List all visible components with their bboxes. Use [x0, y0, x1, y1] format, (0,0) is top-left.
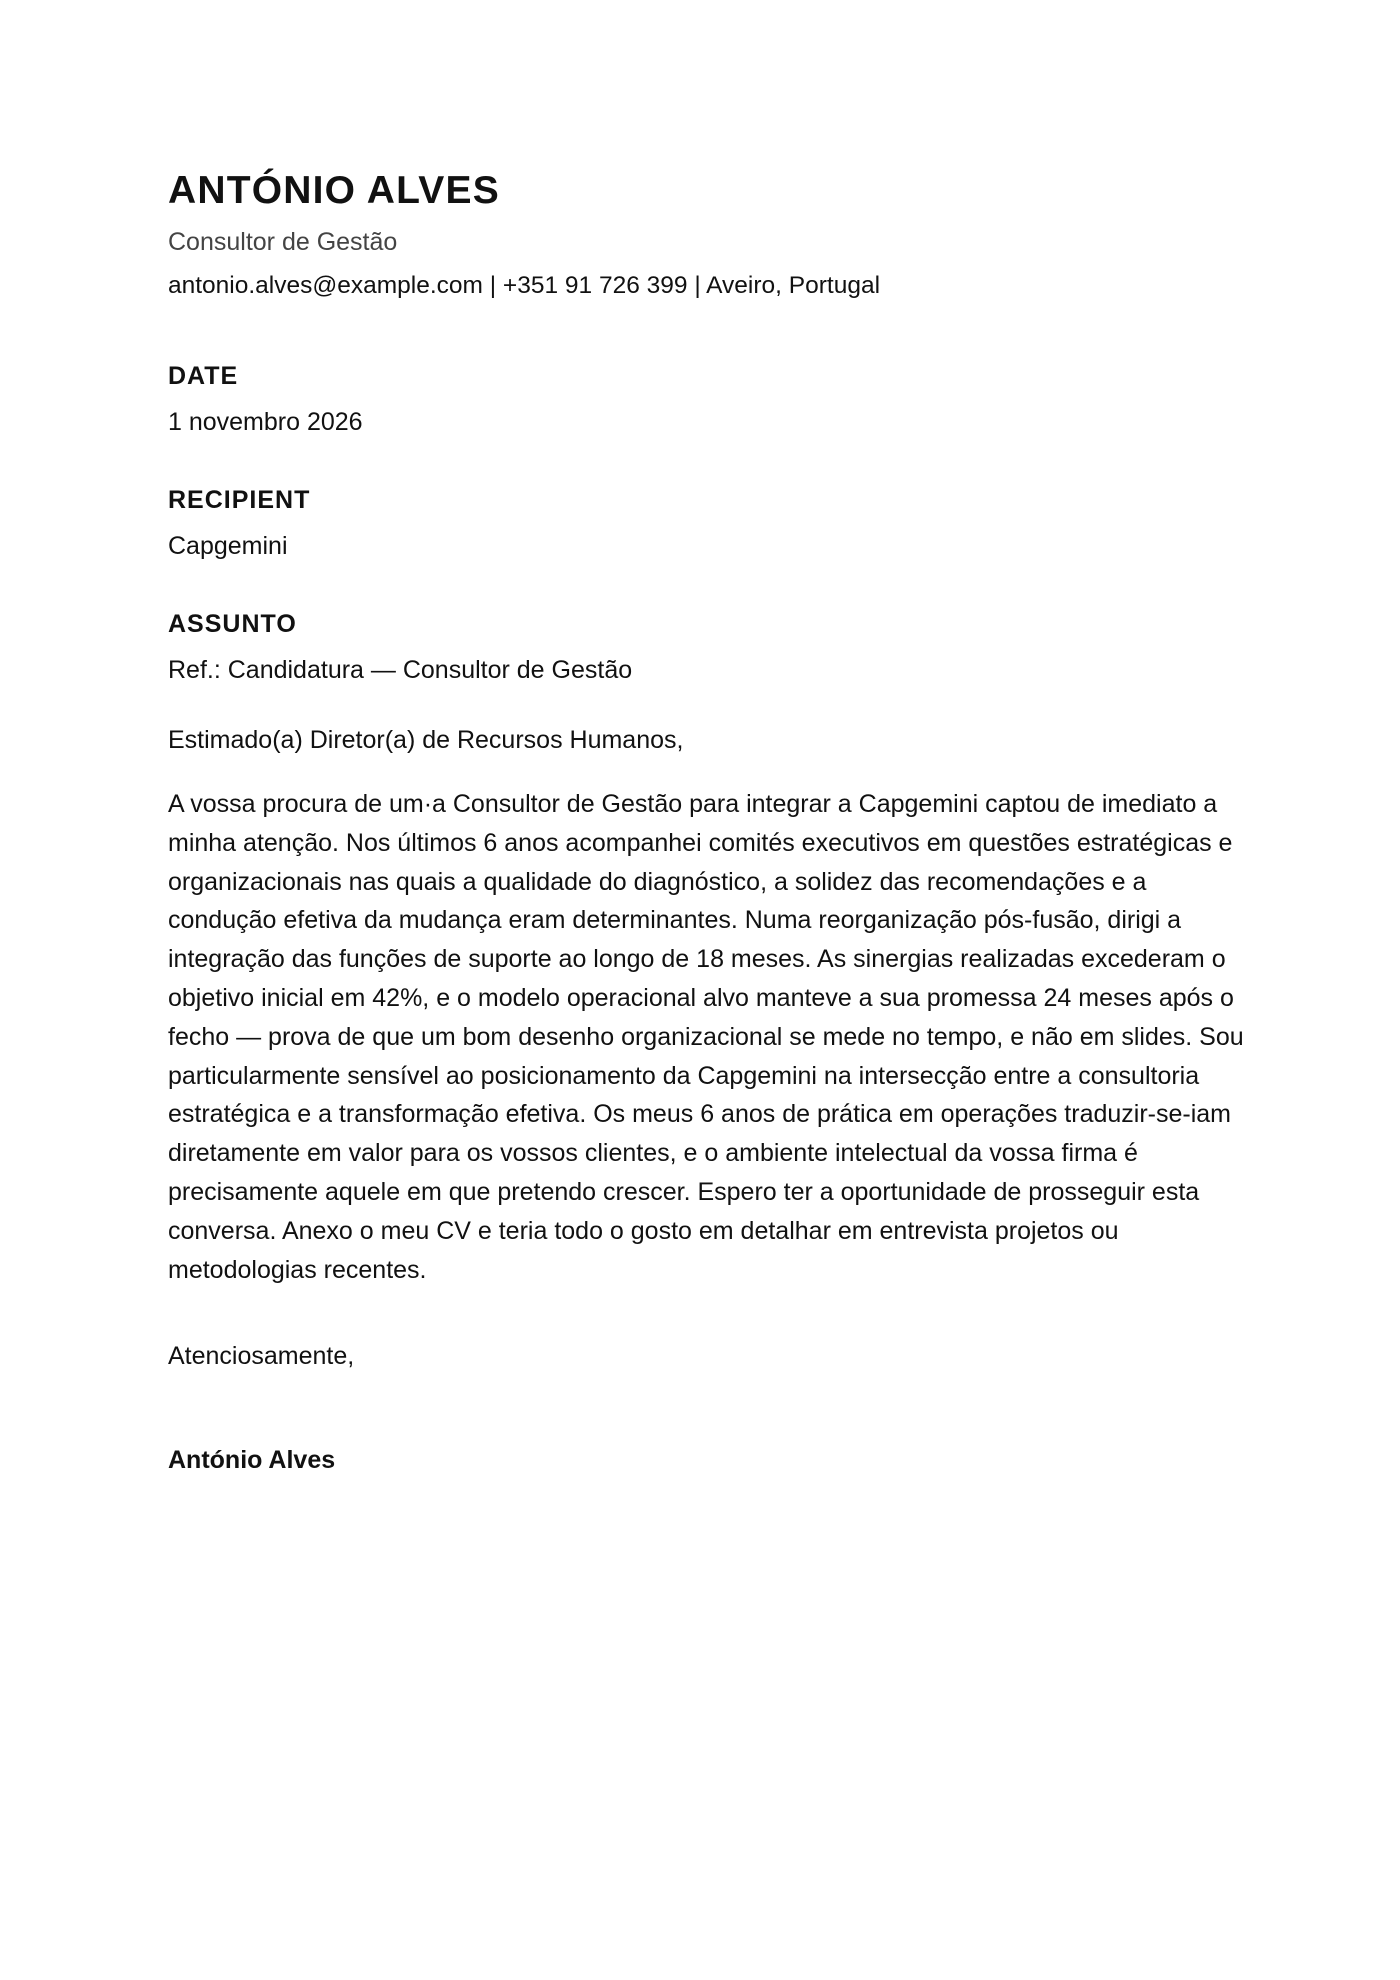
recipient-value: Capgemini — [168, 532, 288, 560]
letter-body: A vossa procura de um·a Consultor de Gestão para integrar a Capgemini captou de imediato a minha atenção. Nos últimos 6 anos acompanhei comités executivos em questões estratégicas e organizacionais nas quais a qualidade do diagnóstico, a solidez das recomendações e a condução efetiva da mudança eram determinantes. Numa reorganização pós-fusão, dirigi a integração das funções de suporte ao longo de 18 meses. As sinergias realizadas excederam o objetivo inicial em 42%, e o modelo operacional alvo manteve a sua promessa 24 meses após o fecho — prova de que um bom desenho organizacional se mede no tempo, e não em slides. Sou particularmente sensível ao posicionamento da Capgemini na intersecção entre a consultoria estratégica e a transformação efetiva. Os meus 6 anos de prática em operações traduzir-se-iam diretamente em valor para os vossos clientes, e o ambiente intelectual da vossa firma é precisamente aquele em que pretendo crescer. Espero ter a oportunidade de prosseguir esta conversa. Anexo o meu CV e teria todo o gosto em detalhar em entrevista projetos ou metodologias recentes. — [168, 790, 1244, 1284]
date-section — [168, 361, 1240, 437]
date-value: 1 novembro 2026 — [168, 408, 363, 436]
letter-header — [168, 165, 1240, 301]
subject-section — [168, 609, 1240, 685]
sender-role: Consultor de Gestão — [168, 228, 398, 256]
date-label: DATE — [168, 362, 239, 390]
sender-name: ANTÓNIO ALVES — [168, 169, 500, 212]
subject-label: ASSUNTO — [168, 610, 297, 638]
closing: Atenciosamente, — [168, 1342, 355, 1371]
sender-contact: antonio.alves@example.com | +351 91 726 399 | Aveiro, Portugal — [168, 272, 881, 299]
signature: António Alves — [168, 1446, 336, 1475]
recipient-section — [168, 485, 1240, 561]
recipient-label: RECIPIENT — [168, 486, 311, 514]
salutation: Estimado(a) Diretor(a) de Recursos Humanos, — [168, 726, 684, 754]
subject-value: Ref.: Candidatura — Consultor de Gestão — [168, 656, 633, 684]
